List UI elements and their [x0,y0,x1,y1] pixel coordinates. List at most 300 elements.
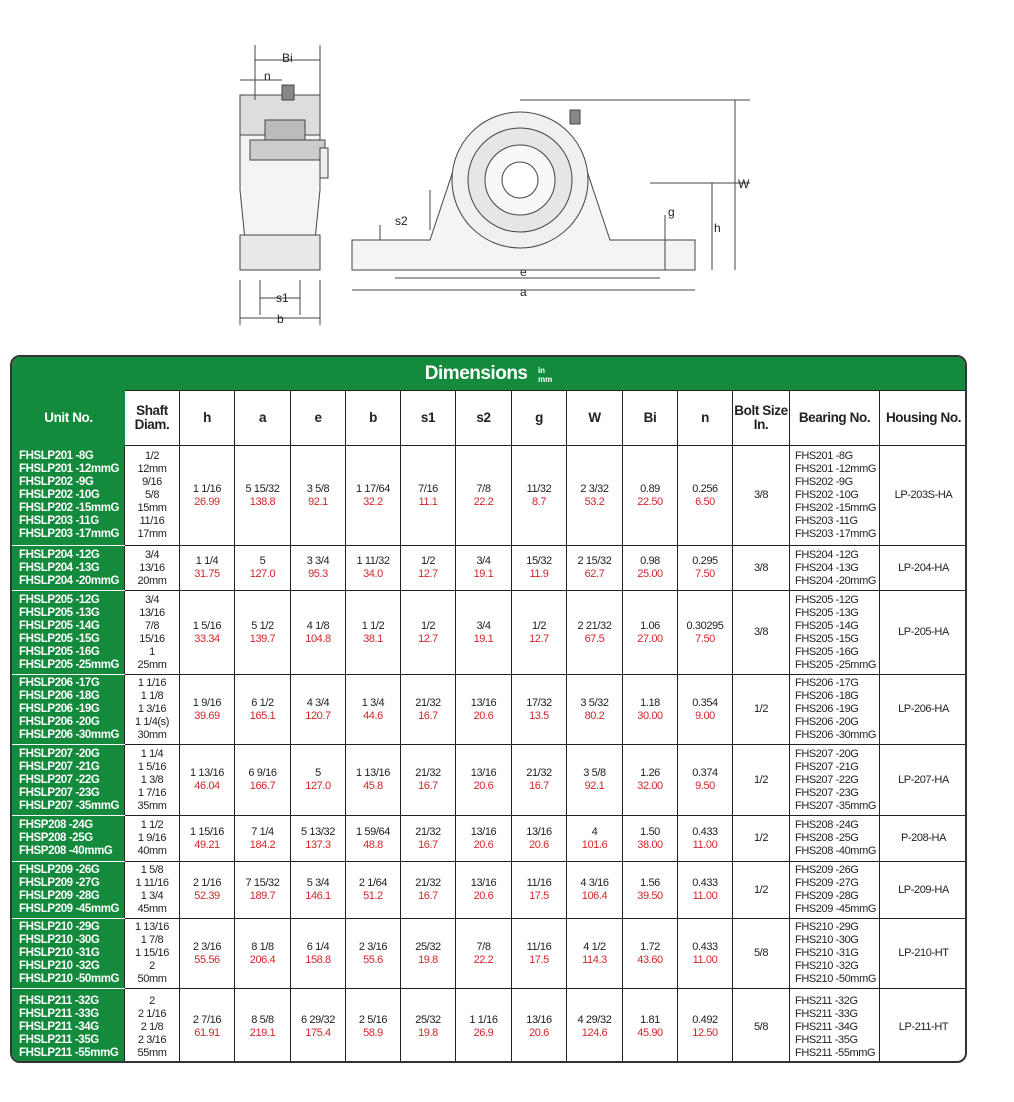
e-cell [291,446,346,546]
text-line: FHS207 -21G [795,760,859,773]
text-line: FHS205 -12G [795,593,859,606]
mm-value: 92.1 [308,495,328,508]
inch-value: 1 3/4 [361,696,385,709]
shaft-diam-cell [125,919,180,989]
inch-value: 0.433 [692,877,718,889]
label-bi: Bi [282,51,293,65]
inch-value: 0.98 [640,555,660,567]
text-line: FHSLP205 -16G [19,645,100,658]
text-line: 2 [149,960,155,972]
g-cell [512,446,567,546]
inch-value: 4 3/4 [306,696,330,709]
table-row [13,816,968,862]
inch-value: 1.81 [640,1014,660,1026]
mm-value: 146.1 [305,890,331,902]
text-line: 2 1/16 [137,1007,167,1020]
text-line: FHS210 -29G [795,921,859,933]
inch-value: 2 3/16 [358,940,388,953]
text-line: FHSLP207 -20G [19,747,100,760]
inch-value: 0.30295 [686,619,724,632]
mm-value: 12.7 [418,568,438,580]
mm-value: 48.8 [363,838,383,851]
mm-value: 22.2 [473,495,494,508]
bearing-no-cell [790,591,880,675]
column-header: Unit No. [13,391,125,446]
units-mm: mm [537,374,553,384]
mm-value: 32.2 [363,495,383,508]
text-line: FHS207 -22G [795,773,859,786]
text-line: FHS205 -15G [795,632,859,645]
text-line: FHSLP207 -35mmG [19,799,120,812]
inch-value: 7/8 [476,482,491,495]
a-cell [235,446,291,546]
inch-value: 3 5/8 [306,482,330,495]
mm-value: 20.6 [473,890,494,902]
housing-no-cell: LP-205-HA [880,591,968,675]
g-cell [512,816,567,862]
text-line: FHSLP209 -45mmG [19,903,120,915]
inch-value: 4 29/32 [577,1014,612,1026]
text-line: 1 1/2 [140,819,164,831]
g-cell [512,919,567,989]
mm-value: 38.1 [363,632,383,645]
b-cell [346,989,401,1064]
b-cell [346,816,401,862]
w-cell [567,745,623,816]
n-cell [678,675,733,745]
text-line: 17mm [137,528,167,540]
s1-cell [401,816,456,862]
column-header: n [678,391,733,446]
h-cell [180,862,235,919]
inch-value: 5 [259,555,266,567]
inch-value: 8 1/8 [251,940,274,953]
inch-value: 1.06 [640,619,660,632]
text-line: 11/16 [139,515,165,527]
inch-value: 0.354 [692,696,718,709]
text-line: FHS206 -18G [795,690,859,702]
mm-value: 30.00 [637,709,663,722]
g-cell [512,745,567,816]
text-line: FHSLP205 -13G [19,606,100,619]
column-header: W [567,391,623,446]
text-line: 1 11/16 [135,877,169,889]
inch-value: 1.50 [640,825,660,838]
inch-value: 4 [591,825,598,838]
bearing-no-cell [790,675,880,745]
h-cell [180,816,235,862]
text-line: 3/4 [144,593,160,606]
text-line: FHS202 -15mmG [795,502,876,514]
bolt-size-cell: 3/8 [733,446,790,546]
column-header: s2 [456,391,512,446]
bi-cell [623,745,678,816]
bolt-size-cell: 1/2 [733,675,790,745]
b-cell [346,919,401,989]
bearing-no-cell [790,989,880,1064]
inch-value: 21/32 [415,877,441,889]
mm-value: 62.7 [584,568,605,580]
table-row [13,591,968,675]
a-cell [235,675,291,745]
text-line: FHSLP205 -14G [19,619,100,632]
w-cell [567,816,623,862]
inch-value: 0.374 [692,767,718,779]
n-cell [678,862,733,919]
s2-cell [456,675,512,745]
dimensions-table-panel [10,355,967,1063]
inch-value: 15/32 [526,555,552,567]
e-cell [291,816,346,862]
inch-value: 0.256 [692,482,718,495]
text-line: FHSLP204 -12G [19,548,100,561]
text-line: FHS201 -8G [795,450,853,462]
text-line: FHS210 -30G [795,934,859,946]
g-cell [512,546,567,591]
text-line: 55mm [137,1046,167,1059]
g-cell [512,989,567,1064]
text-line: FHS202 -9G [795,476,853,488]
text-line: FHS211 -35G [795,1033,858,1046]
mm-value: 16.7 [418,780,438,792]
column-header: e [291,391,346,446]
text-line: 5/8 [144,489,160,501]
label-b: b [277,312,284,326]
text-line: 1/2 [144,450,160,462]
mm-value: 16.7 [529,780,549,792]
bi-cell [623,989,678,1064]
inch-value: 1/2 [531,619,547,632]
w-cell [567,546,623,591]
inch-value: 1 13/16 [190,767,224,779]
e-cell [291,591,346,675]
header-row [13,391,968,446]
b-cell [346,675,401,745]
text-line: FHS201 -12mmG [795,463,876,475]
text-line: 1 3/4 [140,890,164,902]
inch-value: 25/32 [415,940,441,953]
bolt-size-cell: 1/2 [733,816,790,862]
inch-value: 6 1/2 [251,696,274,709]
inch-value: 1 59/64 [356,825,390,838]
text-line: 1 7/8 [140,934,164,946]
inch-value: 1 15/16 [190,825,224,838]
h-cell [180,675,235,745]
mm-value: 43.60 [637,953,663,966]
mm-value: 8.7 [531,495,547,508]
g-cell [512,675,567,745]
mm-value: 39.50 [637,890,663,902]
text-line: FHSP208 -40mmG [19,845,113,857]
text-line: FHS211 -55mmG [795,1046,876,1059]
s1-cell [401,919,456,989]
inch-value: 8 5/8 [251,1014,274,1026]
e-cell [291,546,346,591]
column-header: Bi [623,391,678,446]
text-line: FHS206 -30mmG [795,729,876,741]
unit-no-cell [13,989,125,1064]
text-line: 40mm [137,845,167,857]
mm-value: 114.3 [582,953,607,966]
text-line: FHSP208 -24G [19,819,93,831]
s2-cell [456,919,512,989]
unit-no-cell [13,591,125,675]
mm-value: 80.2 [584,709,605,722]
h-cell [180,919,235,989]
dimensions-header-band [12,357,965,390]
inch-value: 1/2 [420,555,436,567]
mm-value: 19.8 [418,1027,438,1039]
table-row [13,862,968,919]
dimensions-table [12,390,967,1063]
a-cell [235,862,291,919]
e-cell [291,745,346,816]
text-line: FHS206 -17G [795,677,859,689]
text-line: 1 3/8 [140,773,164,786]
inch-value: 1 5/16 [192,619,222,632]
mm-value: 12.50 [692,1027,718,1039]
inch-value: 2 1/64 [358,877,388,889]
mm-value: 26.99 [194,495,220,508]
inch-value: 1 1/16 [469,1014,498,1026]
text-line: 3/4 [144,548,160,561]
bi-cell [623,446,678,546]
mm-value: 11.1 [418,495,438,508]
bolt-size-cell: 3/8 [733,546,790,591]
column-header: g [512,391,567,446]
unit-no-cell [13,745,125,816]
text-line: 25mm [137,658,167,671]
inch-value: 0.492 [692,1014,718,1026]
text-line: FHSLP210 -50mmG [19,973,120,985]
text-line: 15mm [137,502,167,514]
bi-cell [623,816,678,862]
inch-value: 2 7/16 [192,1014,222,1026]
units-in: in [537,365,546,375]
mm-value: 20.6 [473,780,494,792]
inch-value: 11/32 [526,482,552,495]
mm-value: 11.00 [692,953,718,966]
bi-cell [623,591,678,675]
mm-value: 165.1 [249,709,276,722]
text-line: FHSLP203 -11G [19,515,99,527]
inch-value: 13/16 [526,1014,552,1026]
inch-value: 13/16 [470,825,497,838]
bi-cell [623,919,678,989]
w-cell [567,862,623,919]
text-line: 1 1/4 [140,747,164,760]
inch-value: 4 3/16 [580,877,609,889]
e-cell [291,862,346,919]
mm-value: 13.5 [529,709,549,722]
mm-value: 32.00 [637,780,663,792]
mm-value: 20.6 [473,838,494,851]
shaft-diam-cell [125,989,180,1064]
bolt-size-cell: 5/8 [733,919,790,989]
mm-value: 45.90 [637,1027,663,1039]
text-line: 50mm [137,973,167,985]
bolt-size-cell: 1/2 [733,745,790,816]
e-cell [291,675,346,745]
inch-value: 21/32 [415,767,441,779]
text-line: FHSLP205 -15G [19,632,100,645]
text-line: FHSLP206 -20G [19,716,100,728]
mm-value: 219.1 [249,1027,276,1039]
text-line: FHSLP202 -10G [19,489,100,501]
text-line: 2 [149,994,155,1007]
inch-value: 21/32 [526,767,552,779]
mm-value: 58.9 [363,1027,383,1039]
text-line: FHSLP202 -15mmG [19,502,120,514]
w-cell [567,675,623,745]
inch-value: 11/16 [526,877,552,889]
inch-value: 0.433 [692,940,718,953]
table-row [13,919,968,989]
inch-value: 5 13/32 [301,825,335,838]
s2-cell [456,546,512,591]
label-n: n [264,69,271,83]
inch-value: 1 1/2 [361,619,385,632]
text-line: FHSLP202 -9G [19,476,94,488]
text-line: 1 15/16 [135,947,169,959]
inch-value: 1 1/16 [192,482,222,495]
text-line: FHSLP206 -30mmG [19,729,120,741]
text-line: 1 5/16 [137,760,167,773]
a-cell [235,591,291,675]
text-line: FHSLP204 -13G [19,561,100,574]
bi-cell [623,675,678,745]
n-cell [678,816,733,862]
mm-value: 20.6 [529,1027,549,1039]
inch-value: 1.72 [640,940,660,953]
mm-value: 52.39 [194,890,220,902]
mm-value: 92.1 [584,780,605,792]
shaft-diam-cell [125,816,180,862]
text-line: FHSLP211 -34G [19,1020,99,1033]
bolt-size-cell: 5/8 [733,989,790,1064]
mm-value: 175.4 [305,1027,331,1039]
mm-value: 16.7 [418,709,438,722]
a-cell [235,919,291,989]
mm-value: 22.2 [473,953,494,966]
unit-no-cell [13,675,125,745]
a-cell [235,989,291,1064]
inch-value: 1/2 [420,619,436,632]
a-cell [235,745,291,816]
mm-value: 12.7 [529,632,549,645]
mm-value: 55.6 [363,953,383,966]
shaft-diam-cell [125,591,180,675]
text-line: 13/16 [139,561,165,574]
unit-no-cell [13,546,125,591]
housing-no-cell: LP-210-HT [880,919,968,989]
mm-value: 189.7 [249,890,276,902]
housing-no-cell: LP-209-HA [880,862,968,919]
mm-value: 12.7 [418,632,438,645]
mm-value: 38.00 [637,838,663,851]
text-line: FHSLP211 -55mmG [19,1046,119,1059]
inch-value: 1.26 [640,767,660,779]
inch-value: 2 21/32 [577,619,612,632]
pillow-block-drawing [220,40,760,330]
inch-value: 6 1/4 [306,940,330,953]
inch-value: 3 3/4 [306,555,330,567]
units-indicator [538,366,552,384]
text-line: 2 1/8 [140,1020,164,1033]
text-line: FHSP208 -25G [19,832,93,844]
s2-cell [456,446,512,546]
mm-value: 34.0 [363,568,383,580]
inch-value: 7 15/32 [245,877,280,889]
mm-value: 95.3 [308,568,328,580]
bearing-no-cell [790,446,880,546]
b-cell [346,446,401,546]
mm-value: 33.34 [194,632,220,645]
text-line: FHSLP203 -17mmG [19,528,120,540]
text-line: FHS210 -50mmG [795,973,876,985]
label-g: g [668,205,675,219]
text-line: FHSLP205 -12G [19,593,100,606]
housing-no-cell: P-208-HA [880,816,968,862]
mm-value: 22.50 [637,495,663,508]
inch-value: 13/16 [470,696,497,709]
text-line: FHSLP210 -31G [19,947,100,959]
mm-value: 124.6 [581,1027,608,1039]
text-line: FHS203 -11G [795,515,858,527]
text-line: FHSLP206 -18G [19,690,100,702]
b-cell [346,591,401,675]
text-line: 1 1/8 [140,690,164,702]
text-line: 45mm [137,903,167,915]
b-cell [346,862,401,919]
mm-value: 26.9 [473,1027,494,1039]
mm-value: 67.5 [584,632,605,645]
inch-value: 5 3/4 [306,877,330,889]
bi-cell [623,546,678,591]
text-line: 12mm [137,463,167,475]
side-view [240,45,328,326]
text-line: 30mm [137,729,167,741]
mm-value: 138.8 [249,495,276,508]
text-line: 35mm [137,799,167,812]
mm-value: 127.0 [305,780,331,792]
text-line: FHS206 -19G [795,703,859,715]
text-line: 15/16 [139,632,165,645]
mm-value: 106.4 [581,890,608,902]
bolt-size-cell: 3/8 [733,591,790,675]
inch-value: 2 15/32 [577,555,612,567]
text-line: FHS209 -28G [795,890,859,902]
shaft-diam-cell [125,745,180,816]
text-line: FHS208 -40mmG [795,845,876,857]
s2-cell [456,862,512,919]
mm-value: 17.5 [529,953,549,966]
bearing-no-cell [790,862,880,919]
text-line: FHSLP211 -32G [19,994,99,1007]
inch-value: 1 9/16 [192,696,222,709]
h-cell [180,591,235,675]
column-header: Bolt Size In. [733,391,790,446]
inch-value: 6 9/16 [248,767,277,779]
table-row [13,989,968,1064]
inch-value: 5 [315,767,321,779]
e-cell [291,919,346,989]
mm-value: 206.4 [249,953,276,966]
mm-value: 39.69 [194,709,220,722]
text-line: FHS207 -35mmG [795,799,876,812]
h-cell [180,446,235,546]
h-cell [180,546,235,591]
